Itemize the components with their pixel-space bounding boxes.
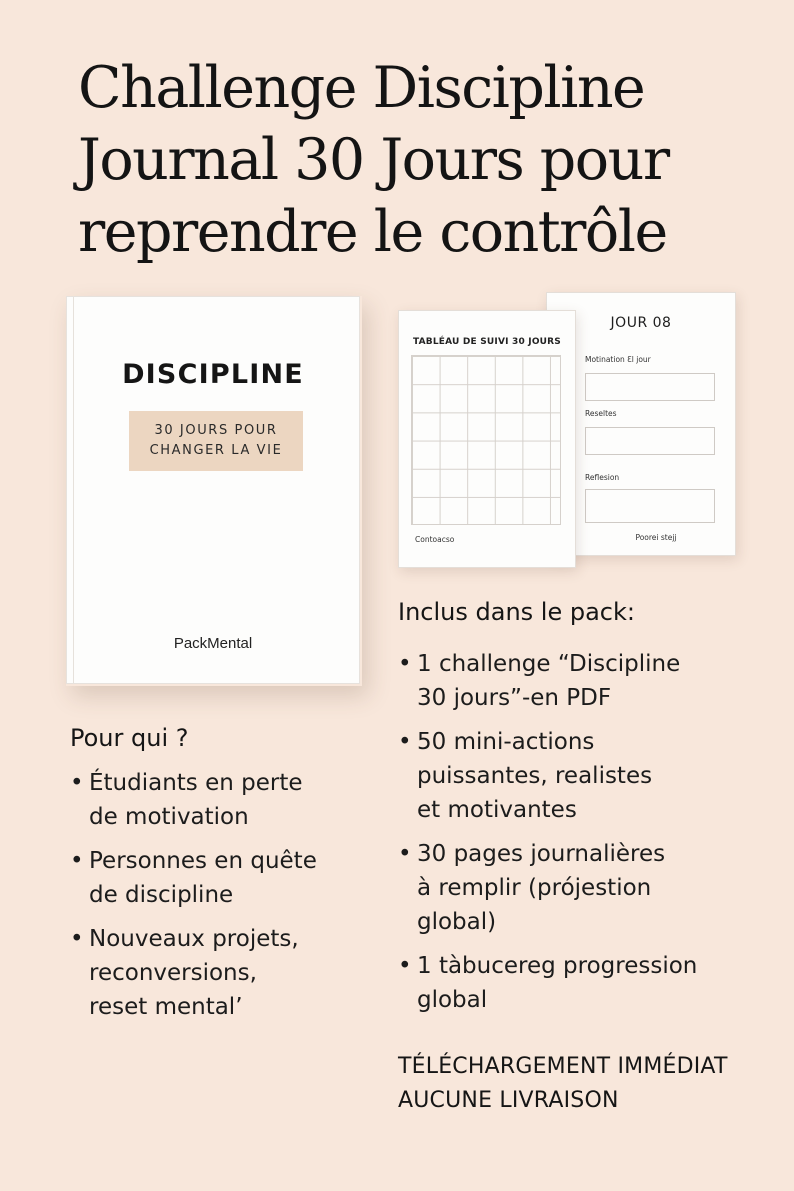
list-item: [70, 922, 370, 1024]
worksheet-tableau-footer: Contoacso: [415, 535, 455, 544]
worksheet-field-label-motivation: Motination Ɛl jour: [585, 355, 651, 364]
bullet-dot-icon: •: [398, 651, 412, 677]
list-item-line: et motivantes: [417, 797, 577, 823]
headline-line-1: Challenge Discipline: [78, 55, 645, 121]
bullet-dot-icon: •: [70, 926, 84, 952]
list-item: [70, 766, 370, 834]
list-item-line: 30 jours”-en PDF: [417, 685, 612, 711]
list-item-line: 30 pages journalières: [417, 841, 666, 867]
list-item: [398, 949, 788, 1017]
headline-line-2: Journal 30 Jours pour: [78, 127, 669, 193]
worksheet-field-box-motivation: [585, 373, 715, 401]
list-item-line: puissantes, realistes: [417, 763, 653, 789]
worksheet-field-label-reflexion: Reflesion: [585, 473, 620, 482]
book-cover: [66, 296, 360, 684]
list-item-line: Personnes en quête: [89, 848, 317, 874]
list-item: [398, 837, 788, 939]
book-subtitle-line-1: 30 JOURS POUR: [154, 423, 278, 438]
worksheet-field-label-resultats: Reseltes: [585, 409, 617, 418]
list-item-line: 1 tàbucereg progression: [417, 953, 698, 979]
delivery-note: [398, 1050, 728, 1118]
inclus-list: [398, 647, 788, 1027]
list-item-line: global: [417, 987, 488, 1013]
pour-qui-title: Pour qui ?: [70, 724, 189, 752]
headline-line-3: reprendre le contrôle: [78, 199, 667, 265]
pour-qui-list: [70, 766, 370, 1034]
list-item-line: global): [417, 909, 497, 935]
page-headline: [78, 52, 778, 268]
book-subtitle-band: [129, 411, 303, 471]
inclus-title: Inclus dans le pack:: [398, 598, 635, 626]
book-subtitle-line-2: CHANGER LA VIE: [149, 443, 283, 458]
delivery-note-line-1: TÉLÉCHARGEMENT IMMÉDIAT: [398, 1054, 728, 1079]
list-item: [398, 647, 788, 715]
list-item-line: reconversions,: [89, 960, 257, 986]
list-item-line: reset mental’: [89, 994, 243, 1020]
book-spine: [73, 297, 74, 683]
delivery-note-line-2: AUCUNE LIVRAISON: [398, 1088, 619, 1113]
list-item-line: Étudiants en perte: [89, 770, 303, 796]
worksheet-field-box-reflexion: [585, 489, 715, 523]
list-item: [70, 844, 370, 912]
worksheet-jour-title: JOUR 08: [610, 315, 672, 331]
worksheet-tableau-title: TABLÉAU DE SUIVI 30 JOURS: [413, 337, 561, 347]
list-item-line: de motivation: [89, 804, 249, 830]
bullet-dot-icon: •: [70, 848, 84, 874]
worksheet-jour-footer: Poorei stejj: [635, 533, 677, 542]
book-brand: PackMental: [173, 635, 253, 652]
list-item-line: de discipline: [89, 882, 234, 908]
tracking-grid: [411, 355, 561, 525]
list-item-line: Nouveaux projets,: [89, 926, 299, 952]
bullet-dot-icon: •: [398, 729, 412, 755]
list-item-line: 1 challenge “Discipline: [417, 651, 681, 677]
bullet-dot-icon: •: [398, 841, 412, 867]
list-item-line: à remplir (prójestion: [417, 875, 652, 901]
list-item-line: 50 mini-actions: [417, 729, 595, 755]
book-title: DISCIPLINE: [122, 359, 304, 390]
worksheet-tableau-suivi: [398, 310, 576, 568]
worksheet-field-box-resultats: [585, 427, 715, 455]
bullet-dot-icon: •: [398, 953, 412, 979]
bullet-dot-icon: •: [70, 770, 84, 796]
list-item: [398, 725, 788, 827]
